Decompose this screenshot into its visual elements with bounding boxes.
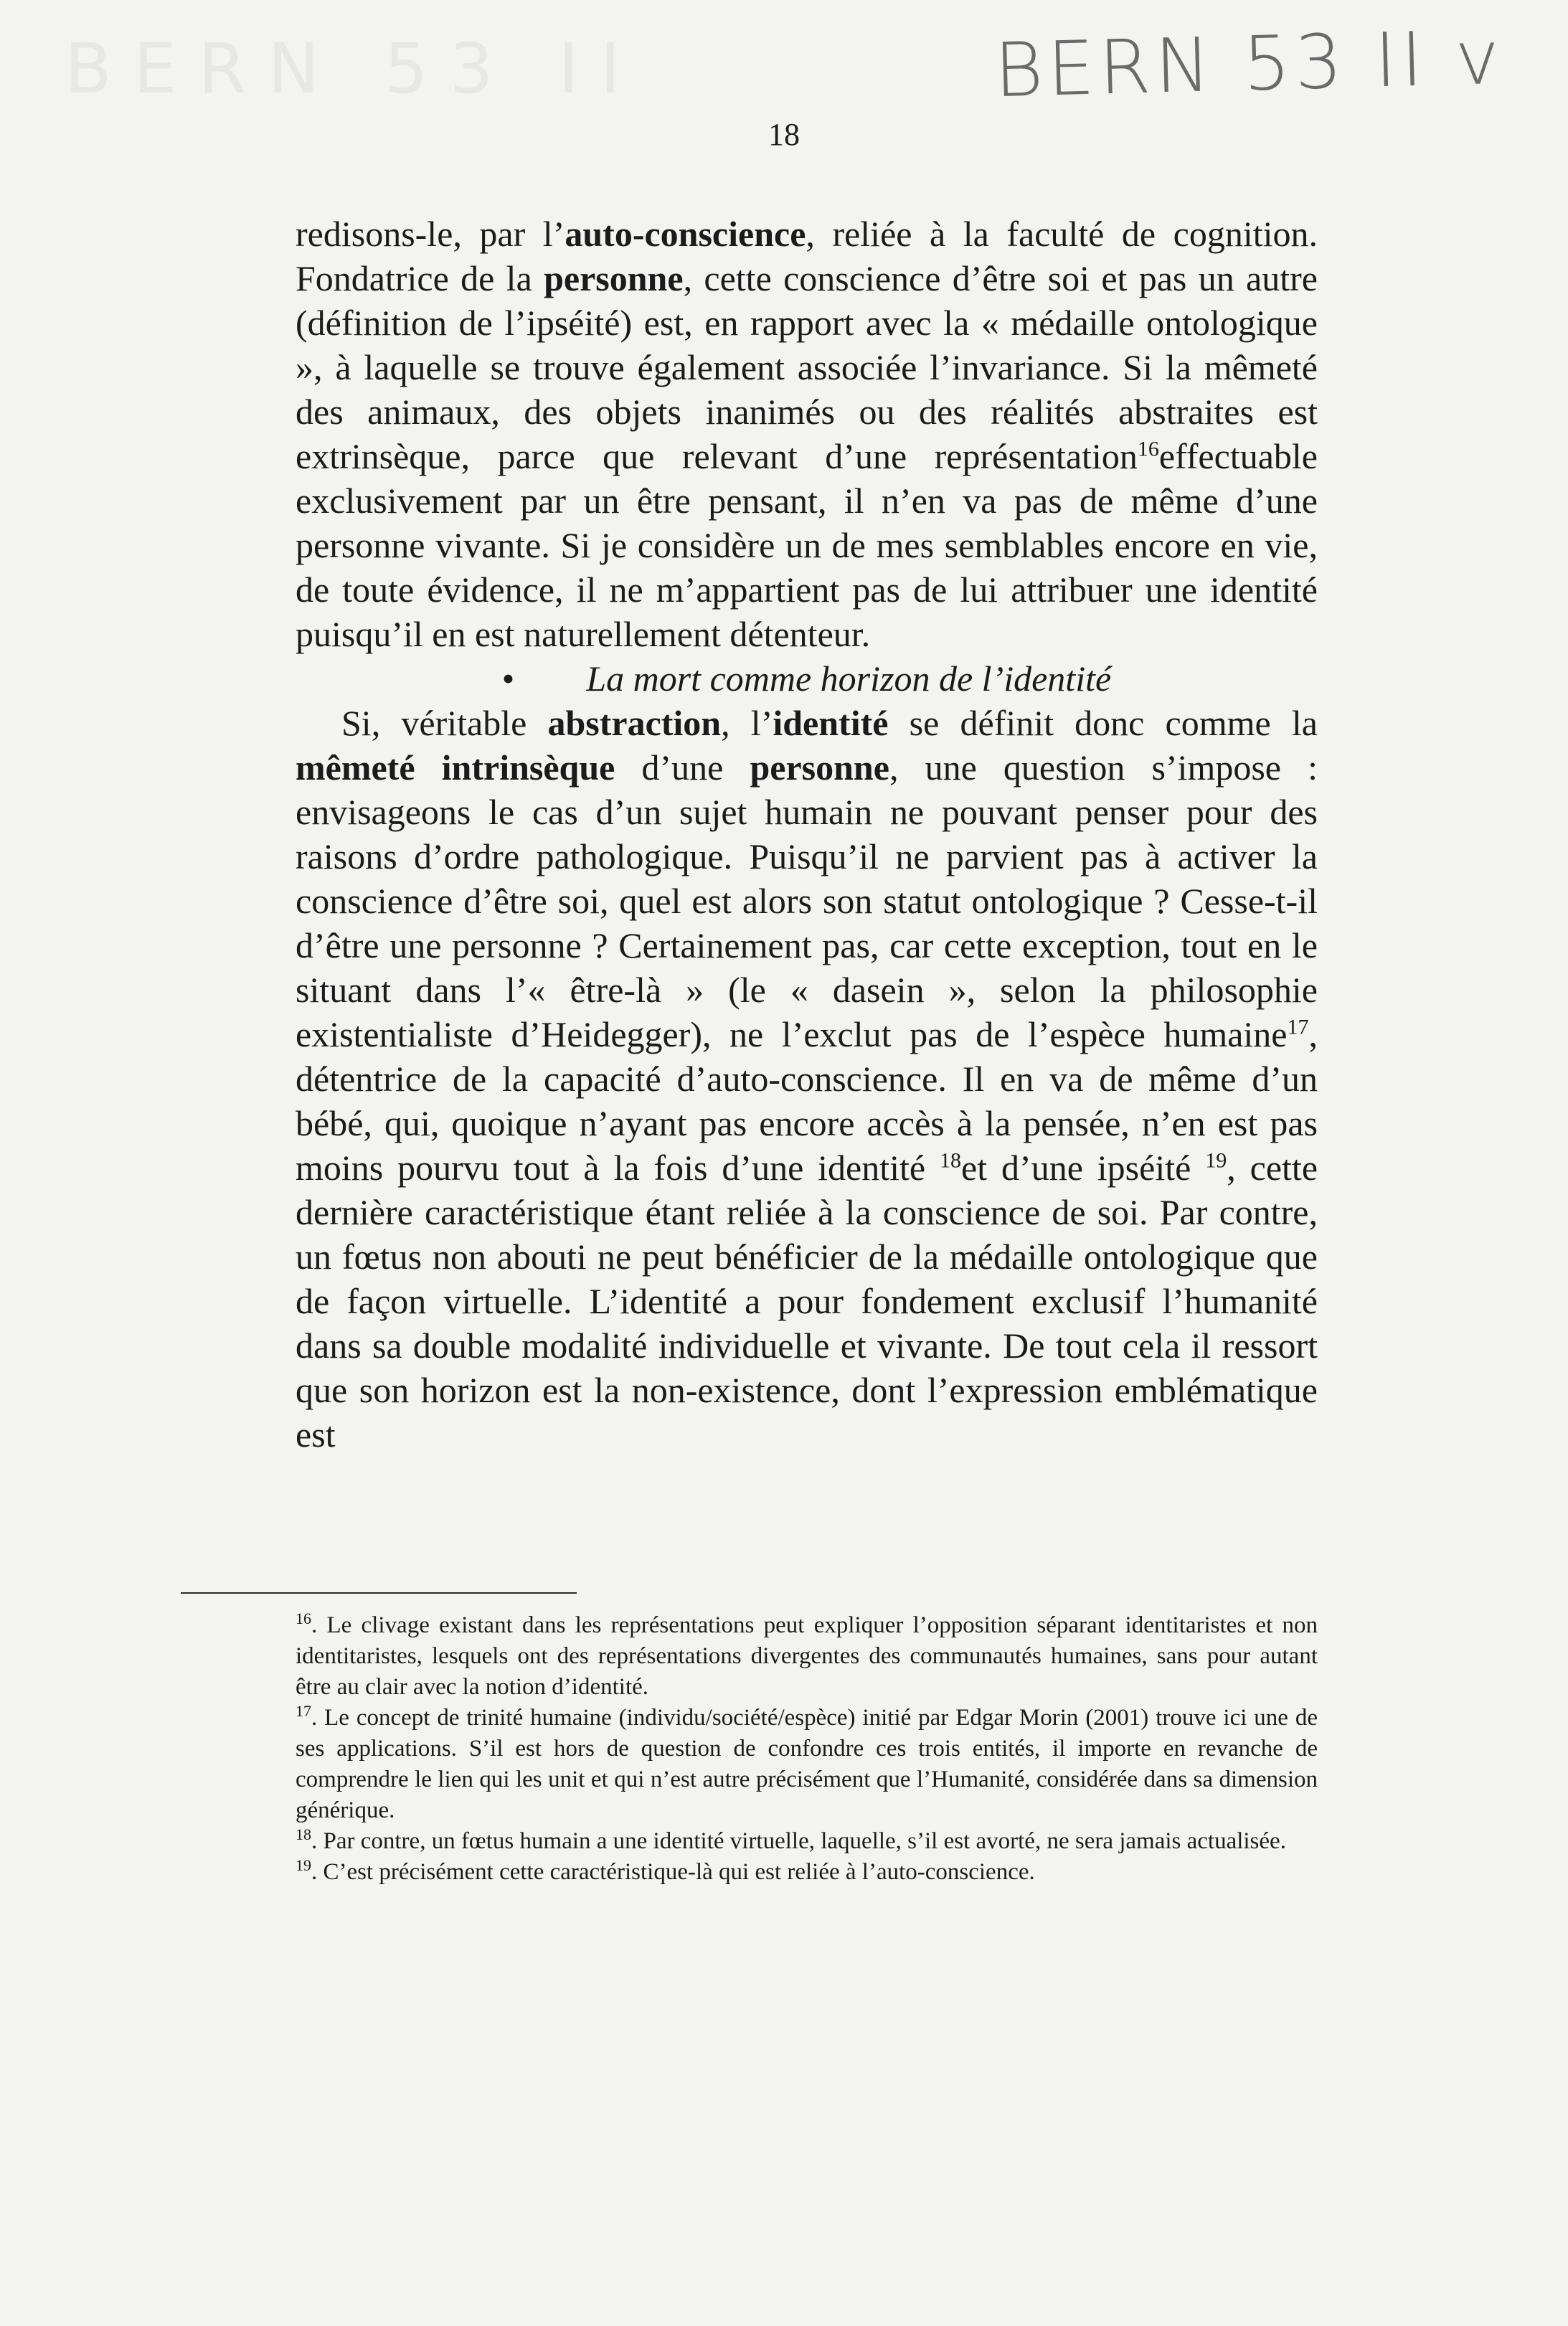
paragraph-1 (296, 212, 1318, 656)
footnote-number: 18 (296, 1825, 311, 1843)
text-run: Si, véritable (341, 703, 548, 743)
section-heading-text: La mort comme horizon de l’identité (586, 658, 1112, 699)
bold-term: mêmeté intrinsèque (296, 747, 615, 788)
text-run: , cette conscience d’être soi et pas un autre (définition de l’ipséité) est, en rapport avec la « médaille ontologique », à laquelle se trouve également associée l’invariance. Si la mêmeté des animaux, des objets inanimés ou des réalités abstraites est extrinsèque, parce que relevant d’une représentation (296, 258, 1318, 476)
footnote-ref[interactable]: 17 (1287, 1015, 1309, 1039)
text-run: et d’une ipséité (961, 1148, 1191, 1188)
text-run: , une question s’impose : envisageons le cas d’un sujet humain ne pouvant penser pour des raisons d’ordre pathologique. Puisqu’il ne parvient pas à activer la conscience d’être soi, quel est alors son statut ontologique ? Cesse-t-il d’être une personne ? Certainement pas, car cette exception, tout en le situant dans l’« être-là » (le « dasein », selon la philosophie existentialiste d’Heidegger), ne l’exclut pas de l’espèce humaine (296, 747, 1318, 1054)
footnote (296, 1857, 1318, 1888)
footnote-ref[interactable]: 16 (1137, 437, 1159, 461)
footnote (296, 1703, 1318, 1826)
text-run: , l’ (721, 703, 773, 743)
bold-term: abstraction (547, 703, 722, 743)
text-run: , reliée à la faculté de cognition. Fondatrice de la (296, 214, 1318, 298)
text-run: d’une (615, 747, 750, 788)
footnote-separator (181, 1592, 577, 1594)
section-heading (296, 656, 1318, 701)
bold-term: identité (773, 703, 889, 743)
bold-term: personne (544, 258, 684, 298)
footnote-ref[interactable]: 18 (940, 1148, 962, 1173)
footnote-ref[interactable]: 19 (1205, 1148, 1227, 1173)
footnote-text: . Par contre, un fœtus humain a une identité virtuelle, laquelle, s’il est avorté, ne sera jamais actualisée. (311, 1828, 1286, 1854)
text-run: redisons-le, par l’ (296, 214, 565, 254)
bold-term: auto-conscience (565, 214, 806, 254)
faded-archive-mark: BERN 53 II (65, 29, 642, 109)
bold-term: personne (750, 747, 889, 788)
bullet-icon: • (501, 658, 515, 699)
footnote-number: 19 (296, 1856, 311, 1874)
footnote-number: 16 (296, 1609, 311, 1627)
footnote-text: . Le clivage existant dans les représentations peut expliquer l’opposition séparant identitaristes et non identitaristes, lesquels ont des représentations divergentes des communautés humaines, sans pour autant être au clair avec la notion d’identité. (296, 1612, 1318, 1700)
footnote-number: 17 (296, 1702, 311, 1720)
footnote-text: . Le concept de trinité humaine (individu/société/espèce) initié par Edgar Morin (2001) trouve ici une de ses applications. S’il est hors de question de confondre ces trois entités, il importe en revanche de comprendre le lien qui les unit et qui n’est autre précisément que l’Humanité, considérée dans sa dimension générique. (296, 1705, 1318, 1823)
handwritten-archive-annotation: BERN 53 II v (993, 13, 1505, 115)
page-number: 18 (768, 117, 800, 152)
paragraph-2 (296, 701, 1318, 1457)
main-text (296, 212, 1318, 1457)
footnote (296, 1826, 1318, 1857)
text-run: , détentrice de la capacité d’auto-conscience. Il en va de même d’un bébé, qui, quoique n’ayant pas encore accès à la pensée, n’en est pas moins pourvu tout à la fois d’une identité (296, 1014, 1318, 1188)
footnote (296, 1610, 1318, 1703)
text-run: effectuable exclusivement par un être pensant, il n’en va pas de même d’une personne vivante. Si je considère un de mes semblables encore en vie, de toute évidence, il ne m’appartient pas de lui attribuer une identité puisqu’il en est naturellement détenteur. (296, 436, 1318, 654)
text-run: , cette dernière caractéristique étant reliée à la conscience de soi. Par contre, un fœtus non abouti ne peut bénéficier de la médaille ontologique que de façon virtuelle. L’identité a pour fondement exclusif l’humanité dans sa double modalité individuelle et vivante. De tout cela il ressort que son horizon est la non-existence, dont l’expression emblématique est (296, 1148, 1318, 1455)
footnotes (296, 1610, 1318, 1888)
text-run: se définit donc comme la (888, 703, 1318, 743)
footnote-text: . C’est précisément cette caractéristique-là qui est reliée à l’auto-conscience. (311, 1859, 1035, 1885)
